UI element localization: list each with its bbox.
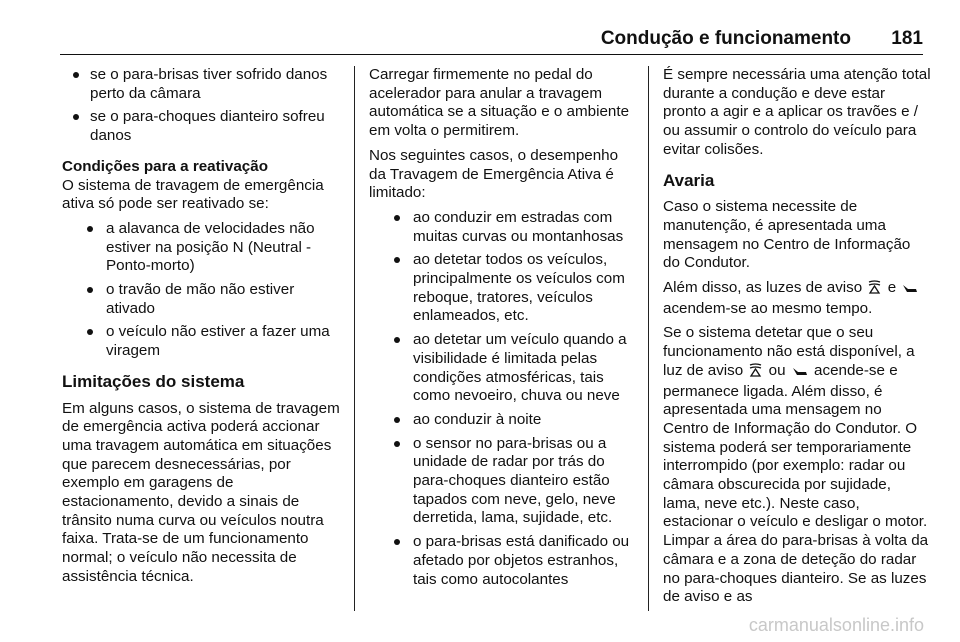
page-number: 181 [891, 28, 923, 49]
column-middle [369, 66, 637, 595]
warning-triangle-lines-icon [749, 363, 762, 383]
paragraph: É sempre necessária uma atenção total durante a condução e deve estar pronto a agir e a aplicar os travões e / ou assumir o controlo do veículo para evitar colisões. [663, 66, 931, 158]
reactivation-text: O sistema de travagem de emergência ativa só pode ser reativado se: [62, 176, 324, 213]
list-item: o veículo não estiver a fazer uma viragem [62, 323, 344, 360]
limitations-heading: Limitações do sistema [62, 371, 245, 391]
list-item: o travão de mão não estiver ativado [62, 281, 344, 318]
list-item: ao conduzir à noite [369, 411, 637, 430]
list-item: se o para-brisas tiver sofrido danos perto da câmara [62, 66, 344, 103]
paragraph: Caso o sistema necessite de manutenção, é apresentada uma mensagem no Centro de Informação do Condutor. [663, 198, 911, 272]
column-right [663, 66, 931, 613]
section-title: Condução e funcionamento [600, 28, 851, 49]
limitations-text: Em alguns casos, o sistema de travagem de emergência activa poderá accionar uma travagem automática em situações que parecem desnecessárias, por exemplo em garagens de estacionamento, devido a sinais de trânsito numa curva ou veículos noutra faixa. Trata-se de um funcionamento normal; o veículo não necessita de assistência técnica. [62, 399, 340, 585]
page-header [60, 24, 923, 55]
list-item: a alavanca de velocidades não estiver na posição N (Neutral - Ponto-morto) [62, 220, 344, 276]
bullet-list [369, 209, 637, 589]
watermark: carmanualsonline.info [748, 615, 924, 635]
bullet-list [62, 66, 344, 146]
paragraph: Nos seguintes casos, o desempenho da Travagem de Emergência Ativa é limitado: [369, 146, 619, 202]
list-item: ao conduzir em estradas com muitas curvas ou montanhosas [369, 209, 637, 246]
paragraph: Além disso, as luzes de aviso e acendem-se ao mesmo tempo. [663, 279, 931, 318]
list-item: o sensor no para-brisas ou a unidade de radar por trás do para-choques dianteiro estão tapados com neve, gelo, neve derretida, lama, sujidade, etc. [369, 435, 637, 529]
column-divider [648, 66, 649, 611]
list-item: ao detetar todos os veículos, principalmente os veículos com reboque, tratores, veículos enlameados, etc. [369, 251, 637, 326]
column-left [62, 66, 344, 593]
reactivation-heading: Condições para a reativação [62, 157, 268, 175]
list-item: ao detetar um veículo quando a visibilidade é limitada pelas condições atmosféricas, tais como nevoeiro, chuva ou neve [369, 331, 637, 406]
bullet-list [62, 220, 344, 361]
paragraph: Se o sistema detetar que o seu funcionamento não está disponível, a luz de aviso ou acende-se e permanece ligada. Além disso, é apresentada uma mensagem no Centro de Informação do Condutor. O sistema poderá ser temporariamente interrompido (por exemplo: radar ou câmara obscurecida por sujidade, lama, neve etc.). Neste caso, estacionar o veículo e desligar o motor. Limpar a área do para-brisas à volta da câmara e a zona de deteção do radar no para-choques dianteiro. Se as luzes de aviso e as [663, 324, 929, 606]
column-divider [354, 66, 355, 611]
car-skid-icon [792, 364, 808, 383]
failure-heading: Avaria [663, 170, 715, 190]
paragraph: Carregar firmemente no pedal do acelerador para anular a travagem automática se a situação e o ambiente em volta o permitirem. [369, 66, 630, 140]
warning-triangle-lines-icon [868, 280, 881, 300]
list-item: o para-brisas está danificado ou afetado por objetos estranhos, tais como autocolantes [369, 533, 637, 589]
list-item: se o para-choques dianteiro sofreu danos [62, 108, 344, 145]
car-skid-icon [902, 281, 918, 300]
